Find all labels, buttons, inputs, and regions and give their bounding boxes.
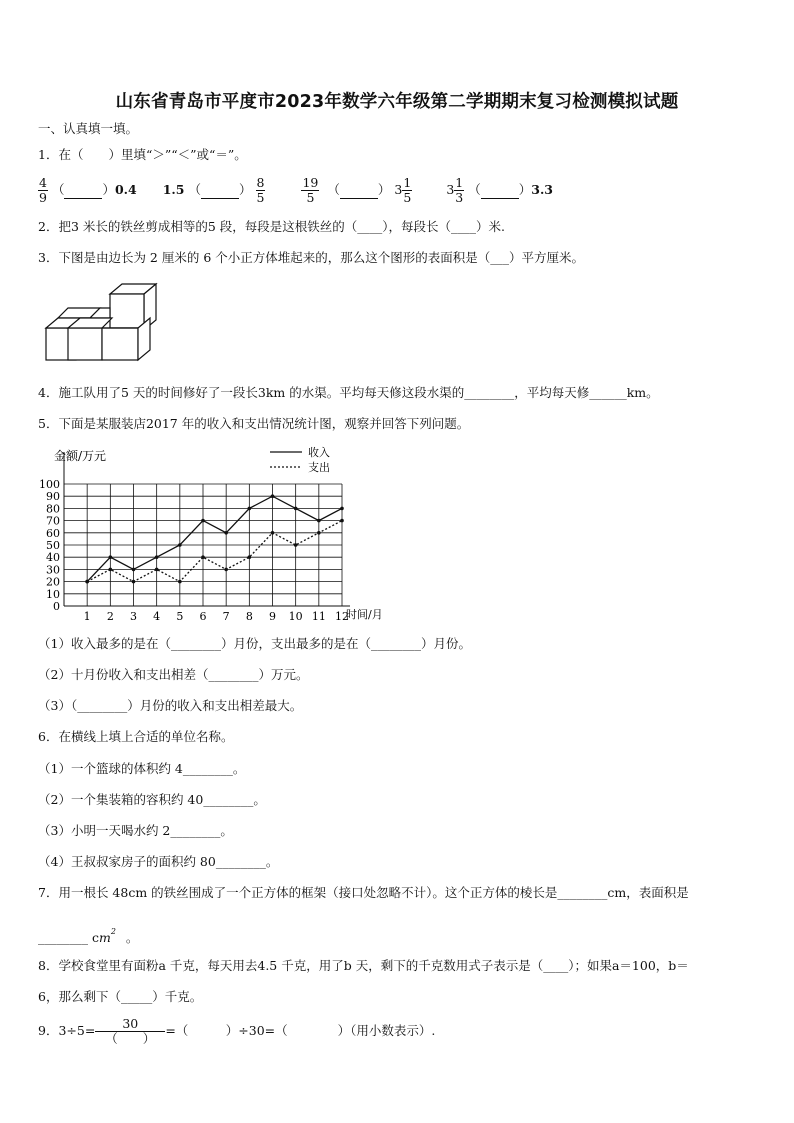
question-2: 2．把3 米长的铁丝剪成相等的5 段，每段是这根铁丝的（____），每段长（____）米. xyxy=(38,219,506,234)
y-axis-label: 金额/万元 xyxy=(54,449,107,463)
data-point-income xyxy=(340,507,344,511)
x-axis-label: 时间/月 xyxy=(346,608,383,621)
question-5-3: （3）（________）月份的收入和支出相差最大。 xyxy=(38,698,303,713)
question-5-2: （2）十月份收入和支出相差（________）万元。 xyxy=(38,667,309,682)
section-heading: 一、认真填一填。 xyxy=(38,121,139,136)
data-point-income xyxy=(271,494,275,498)
data-point-income xyxy=(178,543,182,547)
x-tick-label: 2 xyxy=(106,610,114,623)
question-6-3: （3）小明一天喝水约 2________。 xyxy=(38,823,233,838)
data-point-income xyxy=(294,507,298,511)
data-point-expense xyxy=(340,519,344,523)
question-6-2: （2）一个集装箱的容积约 40________。 xyxy=(38,792,266,807)
x-tick-label: 6 xyxy=(199,610,207,623)
question-7-line-1: 7．用一根长 48cm 的铁丝围成了一个正方体的框架（接口处忽略不计）。这个正方体的棱长是________cm，表面积是 xyxy=(38,885,689,900)
data-point-income xyxy=(155,555,159,559)
answer-blank[interactable] xyxy=(201,184,239,199)
y-axis-ticks xyxy=(39,478,60,613)
question-5: 5．下面是某服装店2017 年的收入和支出情况统计图，观察并回答下列问题。 xyxy=(38,416,470,431)
data-point-income xyxy=(109,555,113,559)
y-tick-label: 20 xyxy=(46,575,60,589)
y-tick-label: 30 xyxy=(46,563,60,577)
data-point-expense xyxy=(248,555,252,559)
question-4: 4．施工队用了5 天的时间修好了一段长3km 的水渠。平均每天修这段水渠的________，平均每天修______km。 xyxy=(38,385,659,400)
legend-income: 收入 xyxy=(308,446,330,459)
income-expense-line-chart xyxy=(30,438,400,628)
data-point-income xyxy=(317,519,321,523)
answer-blank[interactable] xyxy=(481,184,519,199)
y-tick-label: 90 xyxy=(46,490,60,504)
chart-series xyxy=(85,494,343,583)
fraction-4-9: $\frac{4}{9}$ xyxy=(39,174,47,205)
data-point-expense xyxy=(178,580,182,584)
question-6: 6．在横线上填上合适的单位名称。 xyxy=(38,729,234,744)
y-tick-label: 70 xyxy=(46,514,60,528)
question-5-1: （1）收入最多的是在（________）月份，支出最多的是在（________）月份。 xyxy=(38,636,471,651)
question-6-1: （1）一个篮球的体积约 4________。 xyxy=(38,761,246,776)
mixed-number-3-1-5: 3 $\frac{1}{5}$ xyxy=(394,174,412,205)
data-point-income xyxy=(224,531,228,535)
x-tick-label: 4 xyxy=(153,610,161,623)
legend-expense: 支出 xyxy=(308,461,330,474)
question-8-line-2: 6，那么剩下（_____）千克。 xyxy=(38,989,203,1004)
x-tick-label: 1 xyxy=(83,610,91,623)
answer-blank[interactable] xyxy=(64,184,102,199)
cube-stack-figure xyxy=(40,280,170,370)
y-tick-label: 80 xyxy=(46,502,60,516)
data-point-income xyxy=(201,519,205,523)
question-3: 3．下图是由边长为 2 厘米的 6 个小正方体堆起来的，那么这个图形的表面积是（___）平方厘米。 xyxy=(38,250,585,265)
data-point-expense xyxy=(294,543,298,547)
mixed-number-3-1-3: 3 $\frac{1}{3}$ xyxy=(446,174,464,205)
x-tick-label: 8 xyxy=(245,610,253,623)
data-point-expense xyxy=(201,555,205,559)
data-point-expense xyxy=(85,580,89,584)
data-point-income xyxy=(132,568,136,572)
question-8-line-1: 8．学校食堂里有面粉a 千克，每天用去4.5 千克，用了b 天，剩下的千克数用式子表示是（____）；如果a＝100，b＝ xyxy=(38,958,689,973)
x-axis-ticks xyxy=(84,610,349,623)
data-point-expense xyxy=(109,568,113,572)
data-point-expense xyxy=(224,568,228,572)
question-1-items: $\frac{4}{9}$ （ ） 0.4 1.5 （ ） $\frac{8}{5}$ $\frac{19}{5}$ （ ） 3 $\frac{1}{5}$ 3 $\frac{1}{3}$ （ ） 3.3 xyxy=(39,174,553,205)
data-point-income xyxy=(248,507,252,511)
fraction-30-blank: $\frac{30}{( )}$ xyxy=(95,1017,165,1046)
y-tick-label: 100 xyxy=(39,478,60,491)
x-tick-label: 10 xyxy=(288,610,303,623)
question-6-4: （4）王叔叔家房子的面积约 80________。 xyxy=(38,854,279,869)
fraction-8-5: $\frac{8}{5}$ xyxy=(256,174,265,205)
chart-grid xyxy=(64,452,350,606)
x-tick-label: 7 xyxy=(222,610,230,623)
x-tick-label: 3 xyxy=(130,610,137,623)
data-point-expense xyxy=(271,531,275,535)
page-title: 山东省青岛市平度市2023年数学六年级第二学期期末复习检测模拟试题 xyxy=(115,92,679,112)
data-point-expense xyxy=(317,531,321,535)
question-1: 1．在（ ）里填“＞”“＜”或“＝”。 xyxy=(38,147,247,162)
answer-blank[interactable] xyxy=(340,184,378,199)
fraction-19-5: $\frac{19}{5}$ xyxy=(302,174,319,205)
question-9: 9．3÷5= $\frac{30}{( )}$ =（ ）÷30=（ ）（用小数表示）. xyxy=(38,1015,436,1046)
series-line-income xyxy=(87,496,342,581)
x-tick-label: 11 xyxy=(311,610,326,623)
data-point-expense xyxy=(132,580,136,584)
x-tick-label: 9 xyxy=(269,610,276,623)
x-tick-label: 5 xyxy=(176,610,184,623)
y-tick-label: 40 xyxy=(46,551,60,565)
question-7-line-2: ________ $cm^2$ 。 xyxy=(38,927,139,945)
y-tick-label: 10 xyxy=(46,587,60,601)
y-tick-label: 0 xyxy=(53,600,60,613)
data-point-expense xyxy=(155,568,159,572)
x-tick-label: 12 xyxy=(335,610,349,623)
series-line-expense xyxy=(87,521,342,582)
y-tick-label: 60 xyxy=(46,526,60,540)
y-tick-label: 50 xyxy=(46,539,60,552)
